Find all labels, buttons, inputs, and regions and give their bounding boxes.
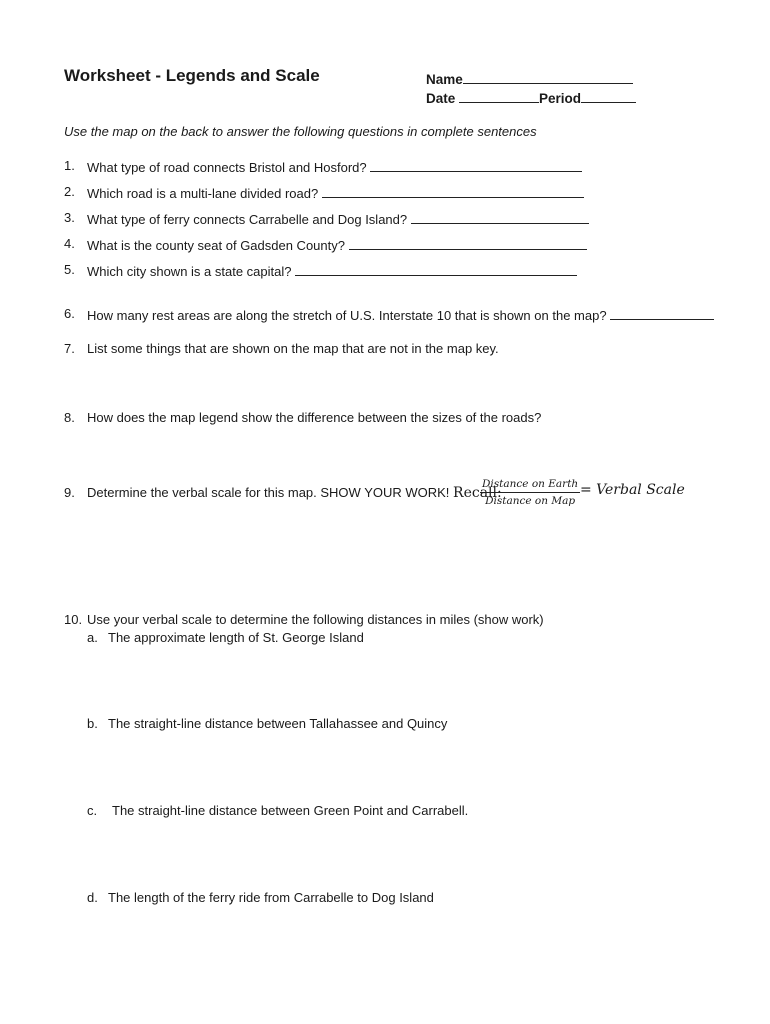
date-field[interactable] — [459, 89, 539, 103]
question-number: 4. — [64, 236, 75, 251]
question-number: 5. — [64, 262, 75, 277]
question-number: 3. — [64, 210, 75, 225]
question-number: 1. — [64, 158, 75, 173]
subquestion-text: The approximate length of St. George Island — [108, 630, 364, 645]
question-text: Use your verbal scale to determine the following distances in miles (show work) — [87, 612, 544, 627]
subquestion-label: a. — [87, 630, 98, 645]
period-field[interactable] — [581, 89, 636, 103]
question-number: 10. — [64, 612, 83, 627]
question-number: 2. — [64, 184, 75, 199]
answer-line[interactable] — [295, 262, 577, 276]
question-text: Determine the verbal scale for this map. SHOW YOUR WORK! — [87, 485, 450, 500]
question-text: List some things that are shown on the map that are not in the map key. — [87, 341, 499, 356]
subquestion-label: c. — [87, 803, 98, 818]
name-field[interactable] — [463, 70, 633, 84]
date-period-row — [426, 89, 636, 106]
name-label: Name — [426, 72, 463, 87]
answer-line[interactable] — [370, 158, 582, 172]
question-text: Which city shown is a state capital? — [87, 264, 292, 279]
subquestion-label: d. — [87, 890, 98, 905]
name-row — [426, 70, 633, 87]
formula-result: = Verbal Scale — [580, 482, 685, 498]
formula-denominator: Distance on Map — [485, 495, 576, 507]
answer-line[interactable] — [411, 210, 589, 224]
answer-line[interactable] — [610, 306, 714, 320]
question-text: What is the county seat of Gadsden County? — [87, 238, 345, 253]
question-text: Which road is a multi-lane divided road? — [87, 186, 319, 201]
question-number: 7. — [64, 341, 75, 356]
worksheet-title: Worksheet - Legends and Scale — [64, 66, 320, 85]
question-number: 9. — [64, 485, 75, 500]
instructions: Use the map on the back to answer the following questions in complete sentences — [64, 124, 537, 139]
subquestion-label: b. — [87, 716, 98, 731]
question-number: 6. — [64, 306, 75, 321]
answer-line[interactable] — [322, 184, 584, 198]
recall-label: Recall: — [453, 485, 502, 501]
subquestion-text: The length of the ferry ride from Carrabelle to Dog Island — [108, 890, 434, 905]
question-text: How does the map legend show the difference between the sizes of the roads? — [87, 410, 542, 425]
date-label: Date — [426, 91, 456, 106]
subquestion-text: The straight-line distance between Green Point and Carrabell. — [112, 803, 469, 818]
period-label: Period — [539, 91, 582, 106]
question-text: What type of road connects Bristol and Hosford? — [87, 160, 367, 175]
formula-numerator: Distance on Earth — [480, 478, 580, 493]
question-text: What type of ferry connects Carrabelle and Dog Island? — [87, 212, 408, 227]
question-text: How many rest areas are along the stretch of U.S. Interstate 10 that is shown on the map? — [87, 308, 607, 323]
question-number: 8. — [64, 410, 75, 425]
scale-formula-fraction — [480, 478, 580, 507]
answer-line[interactable] — [349, 236, 587, 250]
subquestion-text: The straight-line distance between Tallahassee and Quincy — [108, 716, 448, 731]
